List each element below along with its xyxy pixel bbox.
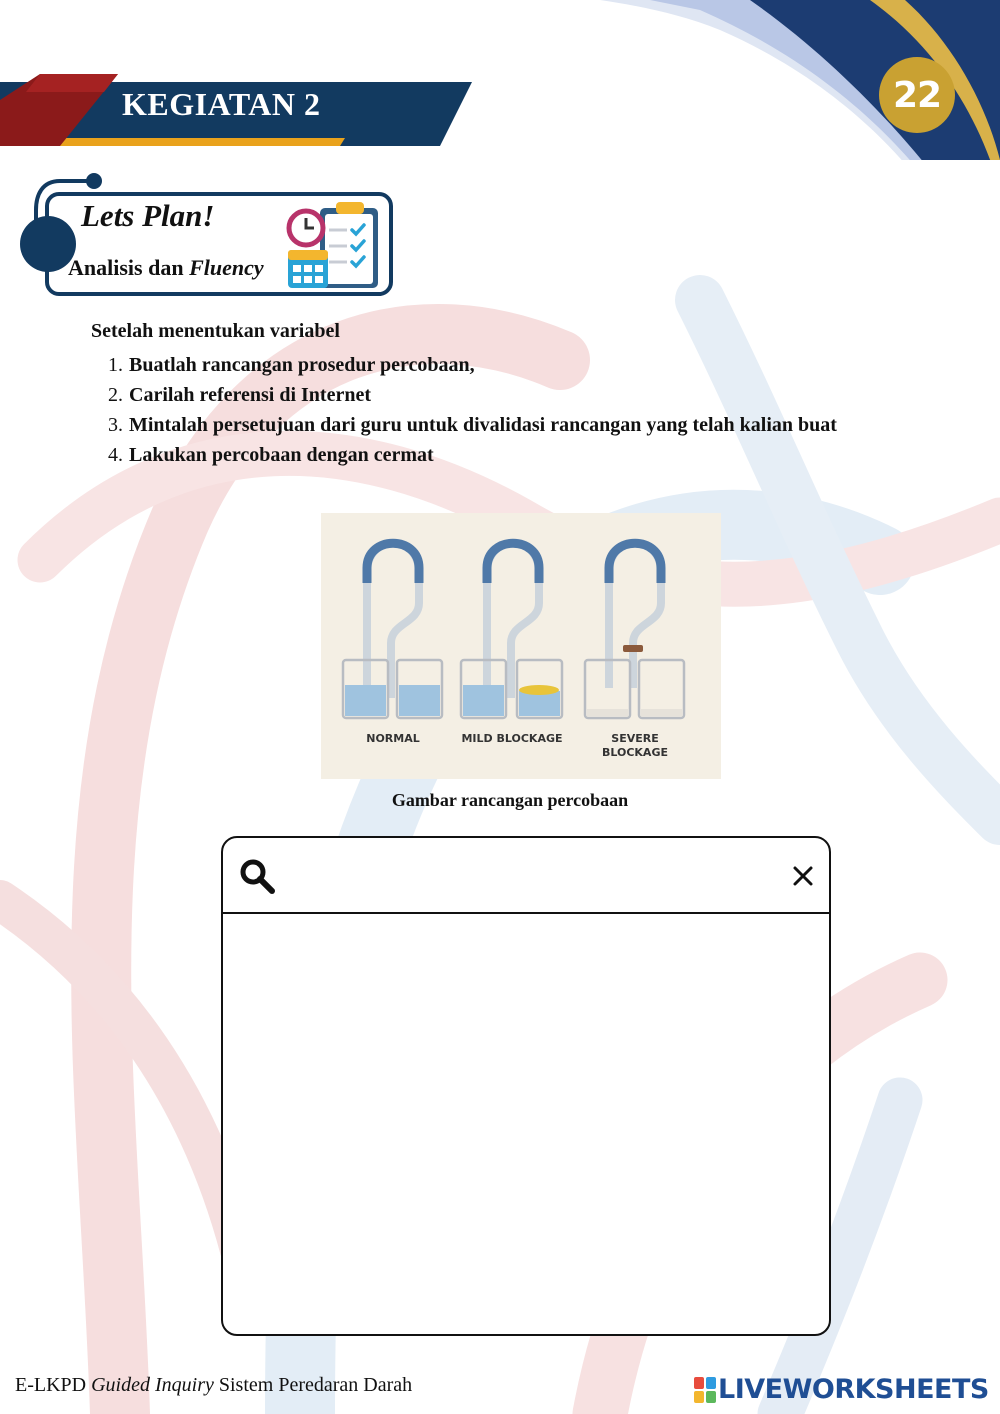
- footer-suffix: Sistem Peredaran Darah: [213, 1374, 413, 1396]
- checklist-clipboard-icon: [284, 200, 384, 292]
- search-bar: [223, 838, 829, 914]
- plan-dot: [86, 173, 102, 189]
- search-input[interactable]: [289, 854, 773, 898]
- list-item: [108, 410, 838, 440]
- plan-subtitle-emphasis: Fluency: [189, 255, 264, 280]
- figure-label-mild: MILD BLOCKAGE: [461, 732, 563, 745]
- plan-subtitle: [68, 255, 264, 281]
- step-number: 1.: [108, 354, 123, 376]
- figure-label-normal: NORMAL: [366, 732, 420, 745]
- plan-connector: [0, 0, 200, 230]
- plan-subtitle-prefix: Analisis dan: [68, 255, 190, 280]
- footer-emphasis: Guided Inquiry: [91, 1374, 214, 1396]
- step-text: Lakukan percobaan dengan cermat: [129, 444, 434, 466]
- figure-label-severe: SEVERE BLOCKAGE: [601, 732, 668, 759]
- search-panel: [221, 836, 831, 1336]
- answer-area[interactable]: [223, 914, 829, 1334]
- setup-mild: [461, 543, 562, 718]
- brand-name: LIVEWORKSHEETS: [718, 1374, 989, 1405]
- page-number-badge: 22: [879, 57, 955, 133]
- list-item: [108, 440, 838, 470]
- search-icon: [239, 858, 277, 896]
- step-number: 3.: [108, 414, 123, 436]
- activity-title: KEGIATAN 2: [122, 86, 321, 122]
- footer-prefix: E-LKPD: [15, 1374, 92, 1396]
- setup-normal: [343, 543, 442, 718]
- plan-title: Lets Plan!: [81, 198, 215, 233]
- list-item: [108, 380, 838, 410]
- instructions-intro: Setelah menentukan variabel: [91, 320, 340, 342]
- step-text: Mintalah persetujuan dari guru untuk divalidasi rancangan yang telah kalian buat: [129, 414, 837, 436]
- footer-title: [15, 1374, 412, 1397]
- liveworksheets-brand[interactable]: [694, 1374, 989, 1405]
- step-number: 2.: [108, 384, 123, 406]
- setup-severe: [585, 543, 684, 718]
- step-text: Buatlah rancangan prosedur percobaan,: [129, 354, 475, 376]
- instructions-list: [108, 350, 838, 470]
- experiment-figure: [321, 513, 721, 779]
- list-item: [108, 350, 838, 380]
- figure-caption: Gambar rancangan percobaan: [391, 790, 629, 810]
- close-icon[interactable]: [789, 862, 817, 890]
- liveworksheets-logo-icon: [694, 1377, 716, 1403]
- step-number: 4.: [108, 444, 123, 466]
- step-text: Carilah referensi di Internet: [129, 384, 372, 406]
